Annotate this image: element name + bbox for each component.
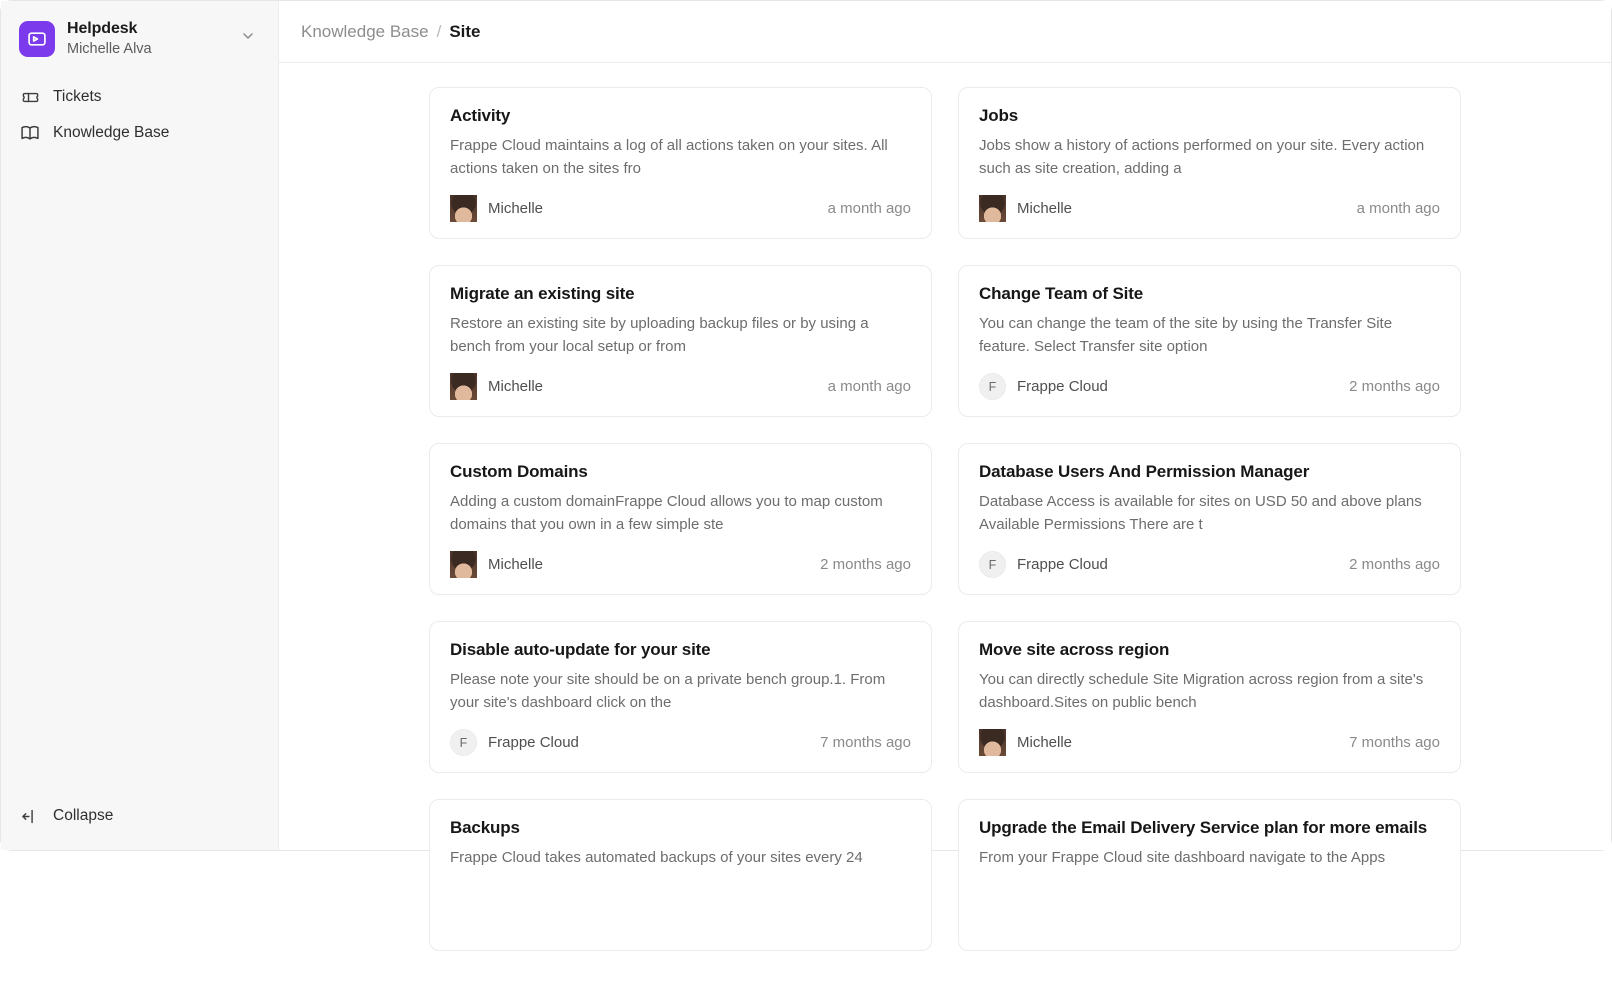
article-author (979, 195, 1072, 222)
avatar-image (979, 729, 1006, 756)
article-title: Disable auto-update for your site (450, 640, 711, 659)
main-area (279, 1, 1611, 866)
article-title: Upgrade the Email Delivery Service plan for more emails (979, 818, 1428, 837)
article-author (450, 551, 543, 578)
article-card[interactable] (429, 799, 932, 951)
article-meta (979, 373, 1440, 400)
article-description: Frappe Cloud takes automated backups of your sites every 24 (450, 849, 863, 866)
article-card[interactable] (429, 443, 932, 595)
article-meta (450, 729, 911, 756)
avatar-image (979, 195, 1006, 222)
ticket-icon (20, 87, 40, 107)
article-grid (279, 87, 1611, 991)
article-description: Restore an existing site by uploading backup files or by using a bench from your local setup or from (450, 315, 869, 356)
article-description: You can change the team of the site by using the Transfer Site feature. Select Transfer site option (979, 315, 1393, 356)
article-timestamp: a month ago (827, 378, 911, 395)
avatar (979, 195, 1006, 222)
article-author (450, 195, 543, 222)
article-description: From your Frappe Cloud site dashboard navigate to the Apps (979, 849, 1386, 866)
article-description: Database Access is available for sites on USD 50 and above plans Available Permissions There are t (979, 493, 1422, 534)
article-meta (450, 195, 911, 222)
sidebar-item-knowledge-base[interactable] (11, 116, 268, 150)
article-title: Database Users And Permission Manager (979, 462, 1310, 481)
author-name: Michelle (488, 378, 544, 395)
article-author (450, 729, 579, 756)
article-card[interactable] (429, 621, 932, 773)
avatar (450, 373, 477, 400)
book-icon (20, 123, 40, 143)
sidebar (1, 1, 279, 850)
article-timestamp: a month ago (827, 200, 911, 217)
workspace-title: Helpdesk (67, 20, 138, 37)
avatar: F (450, 729, 477, 756)
workspace-info (67, 19, 228, 58)
collapse-sidebar-button[interactable] (20, 800, 259, 832)
avatar: F (979, 551, 1006, 578)
sidebar-item-tickets[interactable] (11, 80, 268, 114)
article-card[interactable] (429, 265, 932, 417)
article-description: Frappe Cloud maintains a log of all actions taken on your sites. All actions taken on the sites fro (450, 137, 888, 178)
article-title: Move site across region (979, 640, 1170, 659)
sidebar-item-label: Knowledge Base (53, 124, 170, 142)
top-bar (279, 1, 1611, 63)
article-timestamp: 2 months ago (1349, 378, 1440, 395)
sidebar-footer (11, 790, 268, 850)
article-card[interactable] (958, 265, 1461, 417)
article-timestamp: a month ago (1356, 200, 1440, 217)
article-card[interactable] (958, 621, 1461, 773)
collapse-label: Collapse (53, 807, 114, 824)
author-name: Michelle (488, 200, 544, 217)
sidebar-nav (11, 80, 268, 150)
avatar (979, 729, 1006, 756)
helpdesk-logo-icon (19, 21, 55, 57)
article-meta (979, 729, 1440, 756)
article-author (979, 729, 1072, 756)
author-name: Frappe Cloud (1017, 378, 1108, 395)
breadcrumb-separator: / (436, 21, 442, 41)
author-name: Michelle (1017, 200, 1073, 217)
article-title: Backups (450, 818, 520, 837)
article-timestamp: 2 months ago (1349, 556, 1440, 573)
sidebar-item-label: Tickets (53, 88, 102, 106)
article-card[interactable] (958, 443, 1461, 595)
article-timestamp: 7 months ago (1349, 734, 1440, 751)
article-title: Migrate an existing site (450, 284, 635, 303)
avatar-image (450, 551, 477, 578)
author-name: Michelle (1017, 734, 1073, 751)
breadcrumb-root[interactable]: Knowledge Base (301, 21, 429, 41)
avatar-image (450, 373, 477, 400)
article-author (979, 551, 1108, 578)
article-meta (979, 551, 1440, 578)
article-card[interactable] (429, 87, 932, 239)
article-list-scroll[interactable] (279, 63, 1611, 991)
avatar (450, 195, 477, 222)
article-timestamp: 2 months ago (820, 556, 911, 573)
article-description: You can directly schedule Site Migration across region from a site's dashboard.Sites on public bench (979, 671, 1424, 712)
avatar: F (979, 373, 1006, 400)
avatar (450, 551, 477, 578)
article-author (450, 373, 543, 400)
article-title: Activity (450, 106, 511, 125)
article-description: Adding a custom domainFrappe Cloud allows you to map custom domains that you own in a few simple ste (450, 493, 883, 534)
workspace-switcher[interactable] (11, 11, 268, 66)
article-title: Change Team of Site (979, 284, 1144, 303)
article-title: Custom Domains (450, 462, 588, 481)
breadcrumb (301, 22, 481, 42)
article-meta (450, 551, 911, 578)
author-name: Michelle (488, 556, 544, 573)
collapse-icon (20, 806, 40, 826)
article-description: Jobs show a history of actions performed on your site. Every action such as site creation, adding a (979, 137, 1425, 178)
article-author (979, 373, 1108, 400)
author-name: Frappe Cloud (1017, 556, 1108, 573)
chevron-down-icon[interactable] (240, 28, 260, 49)
article-card[interactable] (958, 87, 1461, 239)
author-name: Frappe Cloud (488, 734, 579, 751)
avatar-image (450, 195, 477, 222)
article-description: Please note your site should be on a private bench group.1. From your site's dashboard click on the (450, 671, 886, 712)
article-meta (450, 373, 911, 400)
breadcrumb-current: Site (449, 21, 481, 41)
article-timestamp: 7 months ago (820, 734, 911, 751)
article-title: Jobs (979, 106, 1019, 125)
article-meta (979, 195, 1440, 222)
workspace-user: Michelle Alva (67, 41, 152, 57)
article-card[interactable] (958, 799, 1461, 951)
